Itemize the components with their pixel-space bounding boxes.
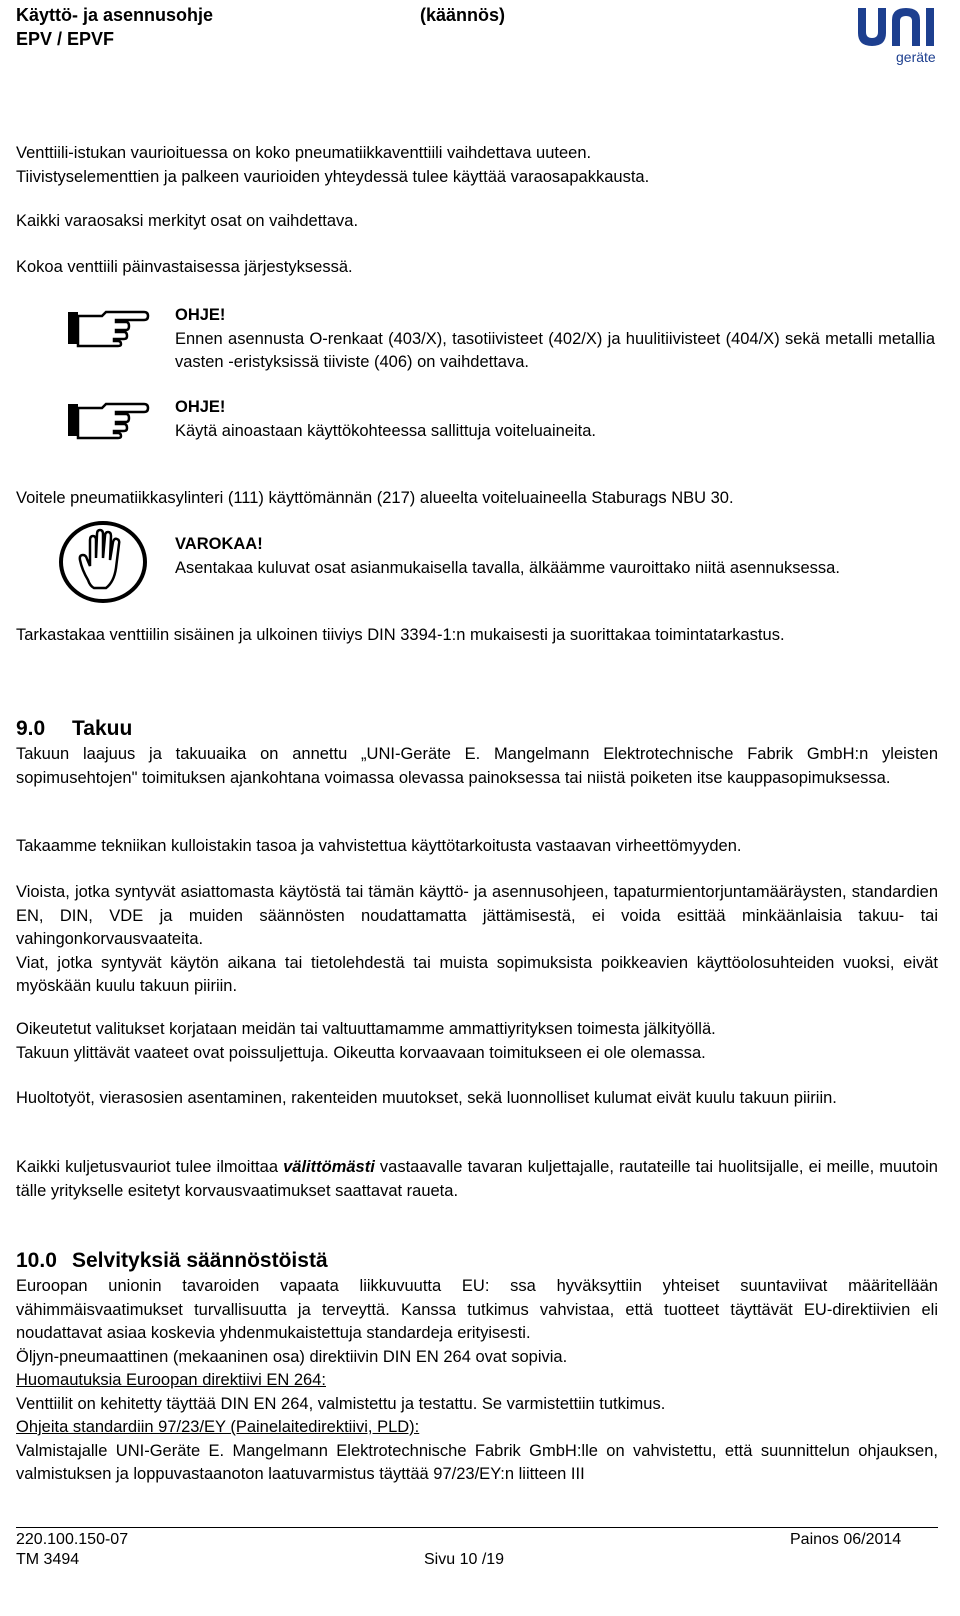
intro-line-1: Venttiili-istukan vaurioituessa on koko pneumatiikkaventtiili vaihdettava uuteen. bbox=[16, 144, 592, 162]
section-10-title: Selvityksiä säännöstöistä bbox=[72, 1249, 328, 1272]
warranty-p6-emphasis: välittömästi bbox=[283, 1158, 375, 1176]
regulations-subheading-2: Ohjeita standardiin 97/23/EY (Painelaitedirektiivi, PLD): bbox=[16, 1418, 420, 1436]
intro-line-2: Tiivistyselementtien ja palkeen vaurioiden yhteydessä tulee käyttää varaosapakkausta. bbox=[16, 167, 650, 186]
section-10-number: 10.0 bbox=[16, 1249, 57, 1272]
regulations-body bbox=[16, 1275, 938, 1487]
section-9-number: 9.0 bbox=[16, 717, 46, 740]
footer-divider bbox=[16, 1527, 938, 1528]
intro-paragraph-2: Kaikki varaosaksi merkityt osat on vaihdettava. bbox=[16, 212, 359, 230]
warning-text: Asentakaa kuluvat osat asianmukaisella tavalla, älkäämme vauroittako niitä asennuksessa. bbox=[175, 558, 840, 577]
warning-label: VAROKAA! bbox=[175, 535, 263, 553]
svg-text:geräte: geräte bbox=[896, 49, 936, 65]
translation-note: (käännös) bbox=[420, 5, 506, 25]
warranty-paragraph-4b: Takuun ylittävät vaateet ovat poissuljettuja. Oikeutta korvaavaan toimitukseen ei ole olemassa. bbox=[16, 1043, 706, 1062]
warranty-paragraph-5: Huoltotyöt, vierasosien asentaminen, rakenteiden muutokset, sekä luonnolliset kulumat eivät kuulu takuun piiriin. bbox=[16, 1089, 837, 1107]
intro-paragraph-3: Kokoa venttiili päinvastaisessa järjestyksessä. bbox=[16, 258, 353, 276]
footer-edition: Painos 06/2014 bbox=[790, 1531, 902, 1548]
note-2-label: OHJE! bbox=[175, 398, 226, 416]
pointing-hand-icon bbox=[66, 400, 150, 445]
intro-paragraph-1 bbox=[16, 142, 938, 189]
regulations-paragraph-4: Valmistajalle UNI-Geräte E. Mangelmann Elektrotechnische Fabrik GmbH:lle on vahvistettu, että suunnittelun ohjauksen, valmistuksen ja loppuvastaanoton laatuvarmistus täyttää 97/23/EY:n liitteen III bbox=[16, 1441, 938, 1483]
warranty-paragraph-3a: Vioista, jotka syntyvät asiattomasta käytöstä tai tämän käyttö- ja asennusohjeen, tapaturmientorjuntamääräysten, standardien EN, DIN, VDE ja muiden säännösten noudattamatta jättämisestä, ei voida esittää minkäänlaisia takuu- tai vahingonkorvausvaateita. bbox=[16, 883, 938, 948]
warranty-paragraph-4 bbox=[16, 1018, 938, 1065]
regulations-subheading-1: Huomautuksia Euroopan direktiivi EN 264: bbox=[16, 1371, 326, 1389]
uni-geraete-logo bbox=[856, 2, 938, 66]
regulations-paragraph-2: Öljyn-pneumaattinen (mekaaninen osa) direktiivin DIN EN 264 ovat sopivia. bbox=[16, 1347, 568, 1366]
warranty-p6-pre: Kaikki kuljetusvauriot tulee ilmoittaa bbox=[16, 1158, 278, 1176]
stop-hand-warning-icon bbox=[58, 520, 148, 609]
note-1 bbox=[175, 304, 935, 375]
warranty-paragraph-2: Takaamme tekniikan kulloistakin tasoa ja vahvistettua käyttötarkoitusta vastaavan virheettömyyden. bbox=[16, 837, 742, 855]
warranty-paragraph-1: Takuun laajuus ja takuuaika on annettu „UNI-Geräte E. Mangelmann Elektrotechnische Fabrik GmbH:n yleisten sopimusehtojen" toimituksen ajankohtana voimassa olevassa painoksessa tai niistä poiketen itse kauppasopimuksessa. bbox=[16, 745, 938, 787]
section-10-heading bbox=[16, 1248, 328, 1274]
note-1-label: OHJE! bbox=[175, 306, 226, 324]
warranty-paragraph-4a: Oikeutetut valitukset korjataan meidän tai valtuuttamamme ammattiyrityksen toimesta jälkityöllä. bbox=[16, 1020, 716, 1038]
note-2-text: Käytä ainoastaan käyttökohteessa sallittuja voiteluaineita. bbox=[175, 421, 597, 440]
warranty-paragraph-3b: Viat, jotka syntyvät käytön aikana tai tietolehdestä tai muista sopimuksista poikkeavien käyttöolosuhteiden vuoksi, eivät myöskään kuulu takuun piiriin. bbox=[16, 953, 938, 995]
section-9-title: Takuu bbox=[72, 717, 133, 740]
lubrication-paragraph: Voitele pneumatiikkasylinteri (111) käyttömännän (217) alueelta voiteluaineella Staburags NBU 30. bbox=[16, 489, 734, 507]
document-title: Käyttö- ja asennusohje bbox=[16, 5, 214, 25]
model-name: EPV / EPVF bbox=[16, 29, 115, 49]
warranty-paragraph-6 bbox=[16, 1156, 938, 1203]
check-paragraph: Tarkastakaa venttiilin sisäinen ja ulkoinen tiiviys DIN 3394-1:n mukaisesti ja suorittakaa toimintatarkastus. bbox=[16, 626, 785, 644]
regulations-paragraph-3: Venttiilit on kehitetty täyttää DIN EN 264, valmistettu ja testattu. Se varmistettiin tutkimus. bbox=[16, 1394, 666, 1413]
regulations-paragraph-1: Euroopan unionin tavaroiden vapaata liikkuvuutta EU: ssa hyväksyttiin yhteiset suuntaviivat määritellään vähimmäisvaatimukset turvallisuutta ja terveyttä. Kanssa tutkimus vahvistaa, että tuotteet täyttävät EU-direktiivien eli noudattavat asiaa koskevia yhdenmukaistettuja standardeja erityisesti. bbox=[16, 1277, 938, 1342]
pointing-hand-icon bbox=[66, 308, 150, 353]
warning-block bbox=[175, 533, 935, 580]
note-1-text: Ennen asennusta O-renkaat (403/X), tasotiivisteet (402/X) ja huulitiivisteet (404/X) sekä metalli metallia vasten -eristyksissä tiiviste (406) on vaihdettava. bbox=[175, 329, 935, 371]
warranty-p6-post: vastaavalle tavaran kuljettajalle, rautateille tai huolitsijalle, ei meille, muutoin tälle yritykselle esitetyt korvausvaatimukset saattavat raueta. bbox=[16, 1158, 938, 1200]
footer-page-number: Sivu 10 /19 bbox=[424, 1551, 505, 1568]
footer-doc-number: 220.100.150-07 bbox=[16, 1531, 129, 1548]
warranty-paragraph-3 bbox=[16, 881, 938, 999]
footer-tm-number: TM 3494 bbox=[16, 1551, 80, 1568]
section-9-heading bbox=[16, 716, 132, 742]
note-2 bbox=[175, 396, 935, 443]
